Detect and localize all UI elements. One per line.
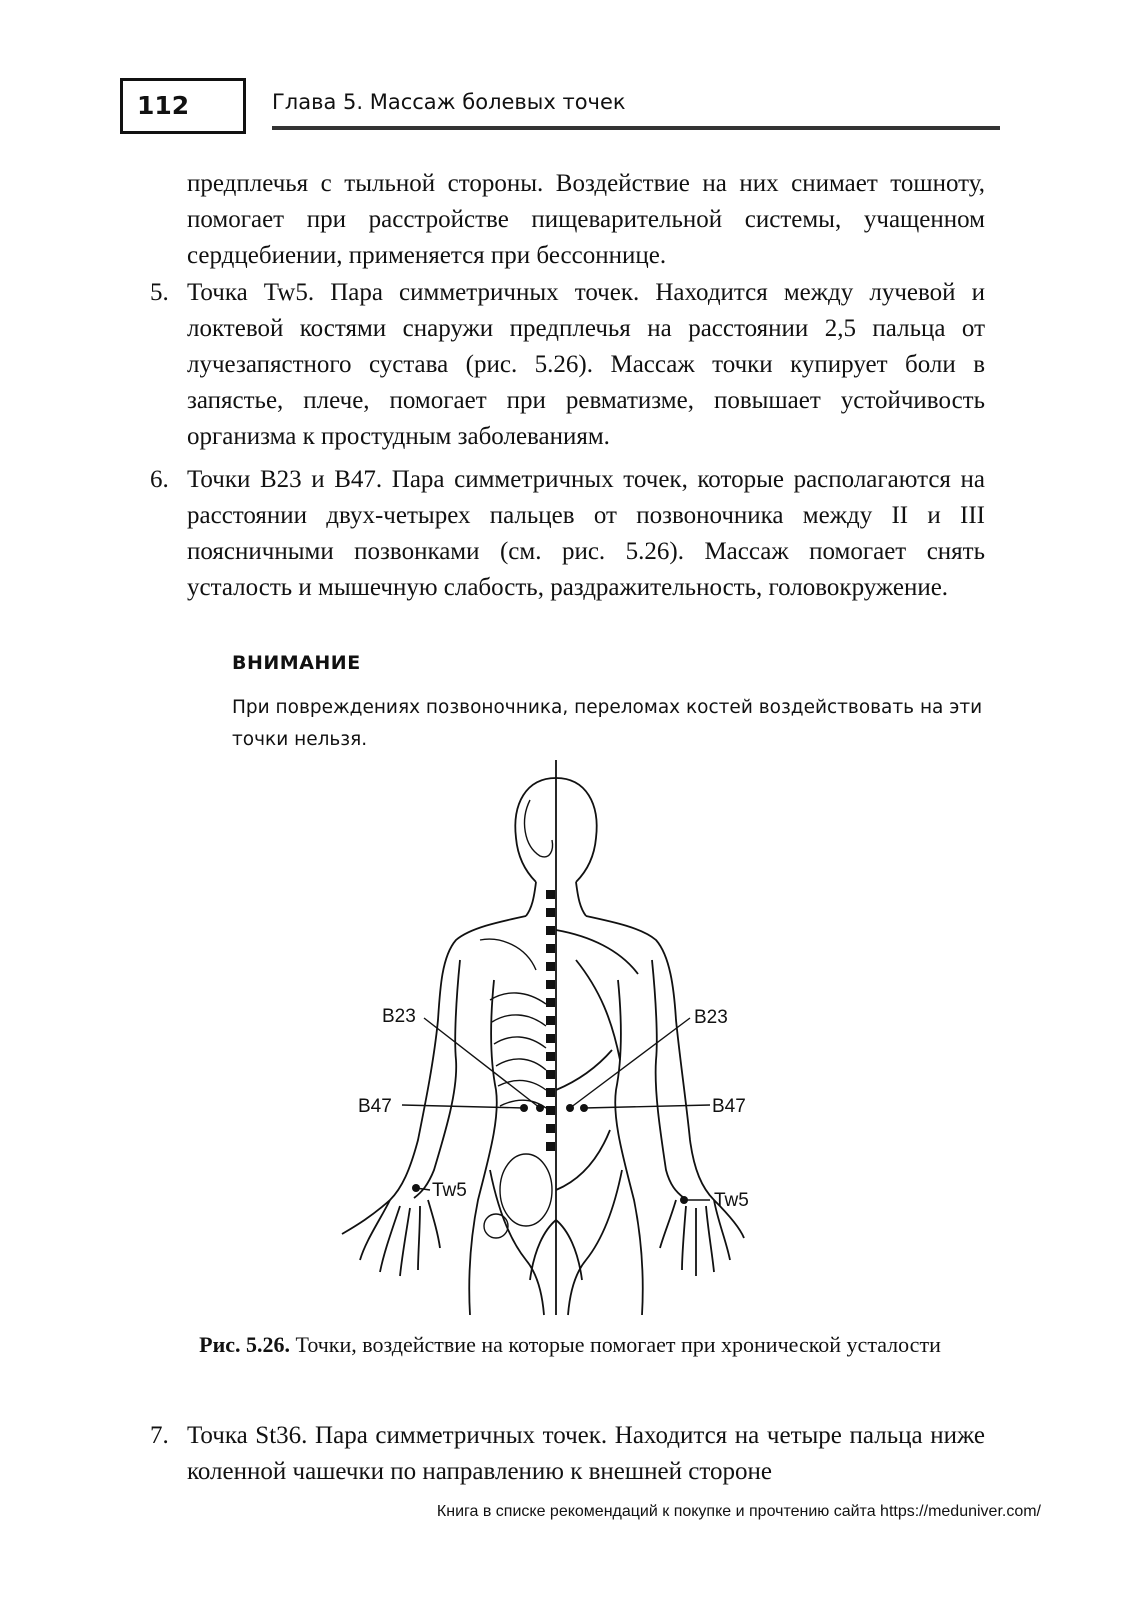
label-b23-right: B23 (694, 1007, 728, 1028)
list-item-number: 5. (150, 279, 169, 306)
list-item-number: 6. (150, 466, 169, 493)
figure-caption-text: Точки, воздействие на которые помогает при хронической усталости (295, 1332, 941, 1357)
list-item-text: Точка Tw5. Пара симметричных точек. Находится между лучевой и локтевой костями снаружи предплечья на расстоянии 2,5 пальца от лучезапястного сустава (рис. 5.26). Массаж точки купирует боли в запястье, плече, помогает при ревматизме, повышает устойчивость организма к простудным заболеваниям. (187, 279, 985, 450)
list-item-number: 7. (150, 1422, 169, 1449)
note-text: При повреждениях позвоночника, переломах костей воздействовать на эти точки нельзя. (232, 697, 983, 750)
label-tw5-right: Tw5 (714, 1190, 749, 1211)
note-title: ВНИМАНИЕ (232, 652, 361, 674)
point-b23-right (566, 1104, 574, 1112)
label-b23-left: B23 (382, 1006, 416, 1027)
label-b47-left: B47 (358, 1096, 392, 1117)
point-b47-left (520, 1104, 528, 1112)
figure-caption-number: Рис. 5.26. (199, 1332, 291, 1357)
label-tw5-left: Tw5 (432, 1180, 467, 1201)
body-outline (342, 760, 744, 1315)
point-tw5-right (680, 1196, 688, 1204)
label-b47-right: B47 (712, 1096, 746, 1117)
continuation-paragraph: предплечья с тыльной стороны. Воздействие на них снимает тошноту, помогает при расстройстве пищеварительной системы, учащенном сердцебиении, применяется при бессоннице. (187, 170, 985, 269)
footer-note: Книга в списке рекомендаций к покупке и прочтению сайта https://meduniver.com/ (436, 1503, 1041, 1520)
page-number: 112 (120, 78, 246, 134)
figure-caption (180, 1330, 960, 1360)
point-b23-left (536, 1104, 544, 1112)
point-b47-right (580, 1104, 588, 1112)
vertebrae (546, 890, 555, 1151)
list-item-text: Точки B23 и B47. Пара симметричных точек, которые располагаются на расстоянии двух-четырех пальцев от позвоночника между II и III поясничными позвонками (см. рис. 5.26). Массаж помогает снять усталость и мышечную слабость, раздражительность, головокружение. (187, 466, 985, 601)
point-tw5-left (412, 1184, 420, 1192)
figure-body-points (330, 760, 790, 1320)
chapter-title: Глава 5. Массаж болевых точек (272, 90, 626, 114)
body-back-illustration (330, 760, 790, 1320)
header-rule (272, 126, 1000, 130)
list-item-text: Точка St36. Пара симметричных точек. Находится на четыре пальца ниже коленной чашечки по направлению к внешней стороне (187, 1422, 985, 1485)
page-header (120, 78, 1000, 138)
